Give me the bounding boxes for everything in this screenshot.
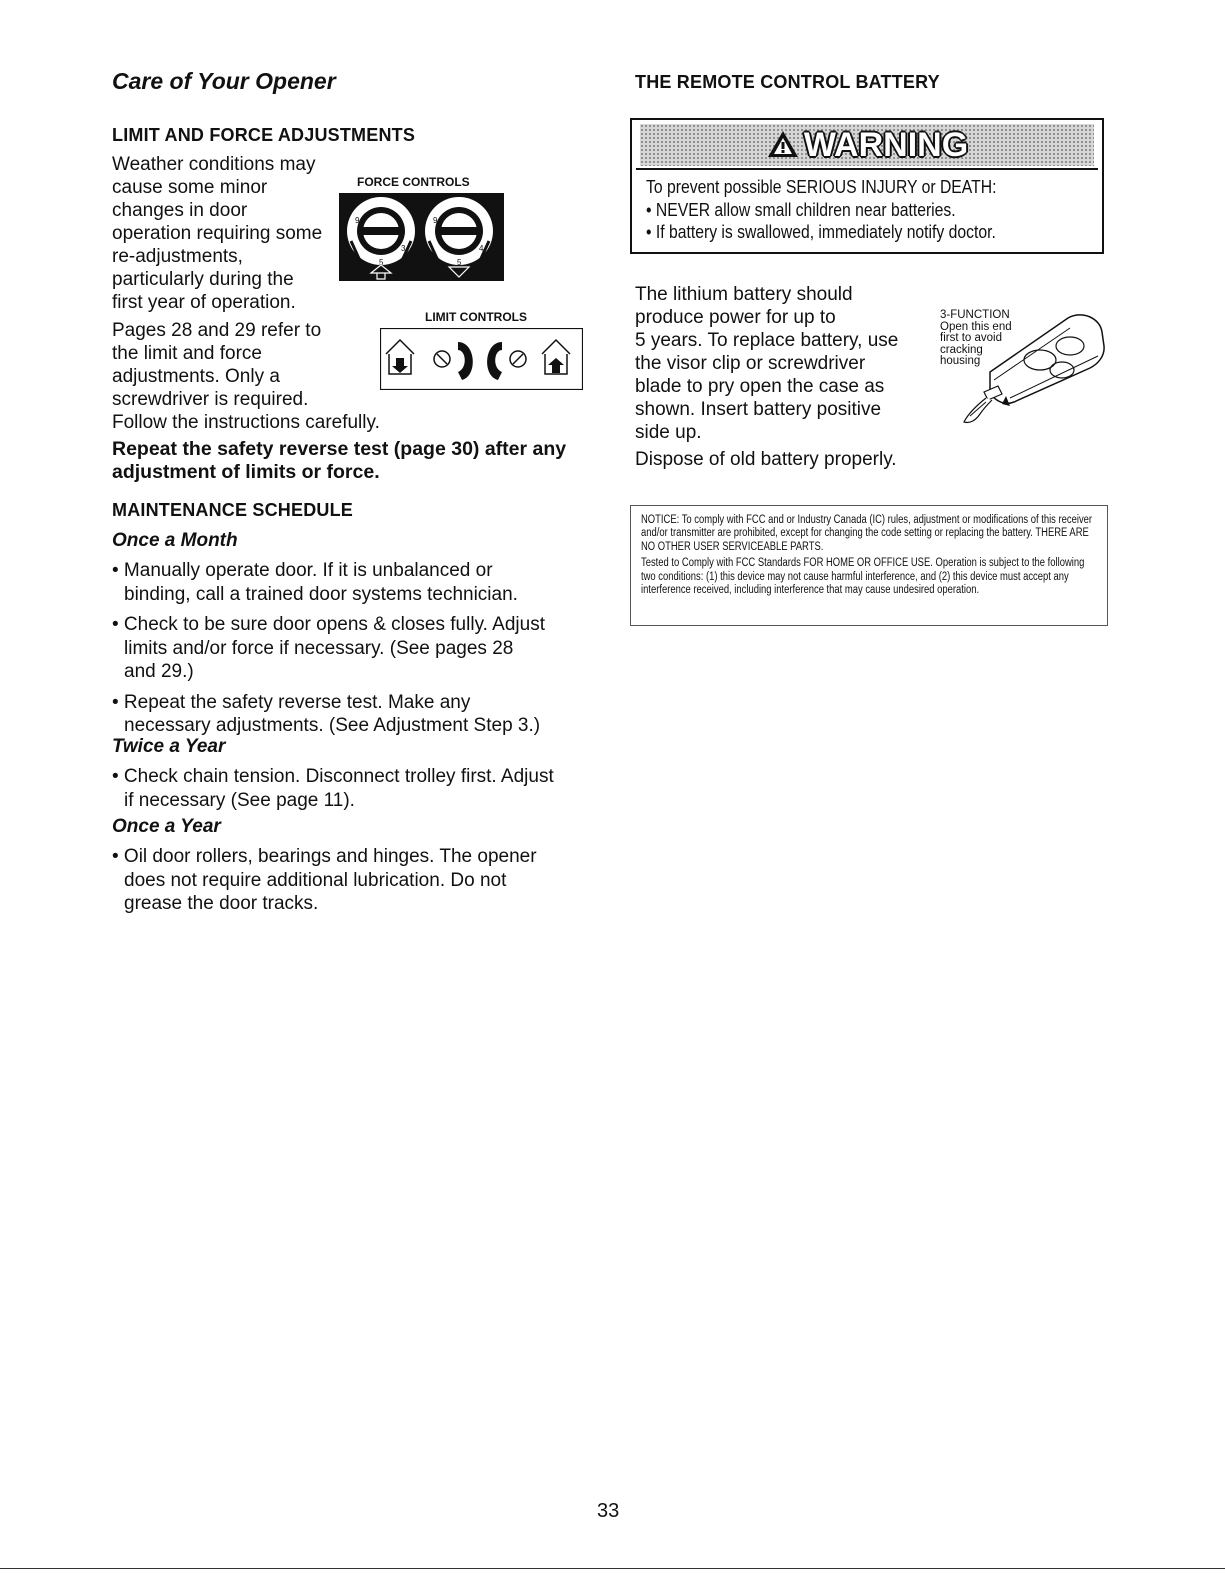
text-line: cracking	[940, 343, 983, 356]
divider	[636, 168, 1098, 170]
text-line: the limit and force	[112, 343, 262, 364]
limit-force-heading: LIMIT AND FORCE ADJUSTMENTS	[112, 125, 416, 145]
text-line: adjustments. Only a	[112, 366, 280, 387]
text-line: Open this end	[940, 320, 1012, 333]
warning-word: WARNING	[803, 126, 969, 164]
dial-number: 4	[479, 244, 484, 253]
text-line: The lithium battery should	[635, 284, 853, 305]
text-line: limits and/or force if necessary. (See pages 28	[124, 637, 514, 659]
once-year-list	[112, 845, 592, 916]
dial-number: 9	[433, 216, 438, 225]
text-line: • Repeat the safety reverse test. Make any	[112, 691, 471, 713]
text-line: produce power for up to	[635, 307, 836, 328]
dial-number: 5	[379, 258, 384, 267]
dispose-text: Dispose of old battery properly.	[635, 449, 897, 470]
page-number: 33	[597, 1500, 620, 1522]
remote-control-figure	[950, 310, 1110, 430]
text-line: 3-FUNCTION	[940, 309, 1010, 321]
fcc-notice-box	[630, 505, 1108, 626]
once-year-title: Once a Year	[112, 816, 221, 837]
text-line: 5 years. To replace battery, use	[635, 330, 899, 351]
text-line: particularly during the	[112, 269, 294, 290]
notice-paragraph: NOTICE: To comply with FCC and or Industry Canada (IC) rules, adjustment or modifications of this receiver and/or transmitter are prohibited, except for changing the code setting or replacing the battery. THERE ARE NO OTHER USER SERVICEABLE PARTS.	[641, 514, 1093, 553]
force-dial-right	[425, 197, 493, 267]
warning-box	[630, 118, 1104, 254]
once-month-title: Once a Month	[112, 530, 238, 551]
text-line: To prevent possible SERIOUS INJURY or DEATH:	[646, 176, 997, 197]
warning-title	[640, 124, 1094, 166]
text-line: • If battery is swallowed, immediately notify doctor.	[646, 221, 996, 242]
text-line: screwdriver is required.	[112, 389, 309, 410]
once-month-list	[112, 559, 592, 738]
text-line: if necessary (See page 11).	[124, 789, 355, 811]
text-line: • Check to be sure door opens & closes fully. Adjust	[112, 614, 545, 635]
text-line: first to avoid	[940, 332, 1002, 344]
text-line: necessary adjustments. (See Adjustment Step 3.)	[124, 715, 541, 736]
text-line: and 29.)	[124, 661, 194, 682]
bottom-rule	[0, 1568, 1225, 1569]
text-line: • NEVER allow small children near batteries.	[646, 198, 956, 220]
dial-number: 5	[457, 258, 462, 267]
text-line: first year of operation.	[112, 292, 296, 313]
text-line: cause some minor	[112, 177, 268, 198]
warning-triangle-icon	[766, 129, 800, 159]
dial-number: 3	[401, 244, 406, 253]
page-title: Care of Your Opener	[112, 68, 336, 94]
limit-controls-figure	[380, 328, 583, 390]
list-item	[112, 613, 592, 684]
text-line: housing	[940, 355, 981, 367]
dial-number: 9	[355, 216, 360, 225]
text-line: adjustment of limits or force.	[112, 461, 380, 483]
force-dial-left	[347, 197, 415, 267]
warning-banner	[640, 124, 1094, 166]
maintenance-heading: MAINTENANCE SCHEDULE	[112, 500, 354, 520]
force-controls-figure	[339, 193, 504, 281]
text-line: the visor clip or screwdriver	[635, 353, 866, 374]
text-line: Repeat the safety reverse test (page 30) after any	[112, 438, 567, 460]
limit-controls-label: LIMIT CONTROLS	[425, 310, 527, 324]
text-line: re-adjustments,	[112, 246, 243, 267]
twice-year-title: Twice a Year	[112, 736, 226, 757]
text-line: changes in door	[112, 200, 248, 221]
notice-paragraph: Tested to Comply with FCC Standards FOR HOME OR OFFICE USE. Operation is subject to the following two conditions: (1) this device may not cause harmful interference, and (2) this device must accept any interference received, including interference that may cause undesired operation.	[641, 557, 1085, 597]
text-line: binding, call a trained door systems technician.	[124, 583, 518, 605]
limit-force-pages	[112, 319, 380, 434]
text-line: side up.	[635, 422, 702, 443]
text-line: • Check chain tension. Disconnect trolley first. Adjust	[112, 766, 554, 787]
list-item	[112, 559, 592, 606]
twice-year-list	[112, 765, 592, 812]
list-item	[112, 845, 592, 916]
text-line: does not require additional lubrication. Do not	[124, 869, 507, 891]
safety-reverse-note	[112, 438, 566, 484]
warning-text	[646, 176, 1097, 244]
limit-force-intro	[112, 153, 322, 314]
text-line: • Manually operate door. If it is unbalanced or	[112, 560, 493, 581]
text-line: Follow the instructions carefully.	[112, 412, 380, 433]
text-line: shown. Insert battery positive	[635, 399, 882, 420]
text-line: operation requiring some	[112, 223, 323, 244]
fcc-notice-text	[641, 514, 1100, 600]
text-line: Pages 28 and 29 refer to	[112, 320, 322, 341]
text-line: grease the door tracks.	[124, 893, 319, 914]
text-line: Weather conditions may	[112, 154, 316, 175]
list-item	[112, 765, 592, 812]
battery-heading: THE REMOTE CONTROL BATTERY	[635, 72, 940, 92]
remote-body	[990, 315, 1104, 403]
battery-instructions	[635, 283, 898, 444]
force-controls-label: FORCE CONTROLS	[357, 175, 470, 189]
text-line: blade to pry open the case as	[635, 376, 885, 397]
list-item	[112, 691, 592, 738]
text-line: • Oil door rollers, bearings and hinges. The opener	[112, 846, 537, 867]
screwdriver-icon	[964, 386, 1002, 423]
